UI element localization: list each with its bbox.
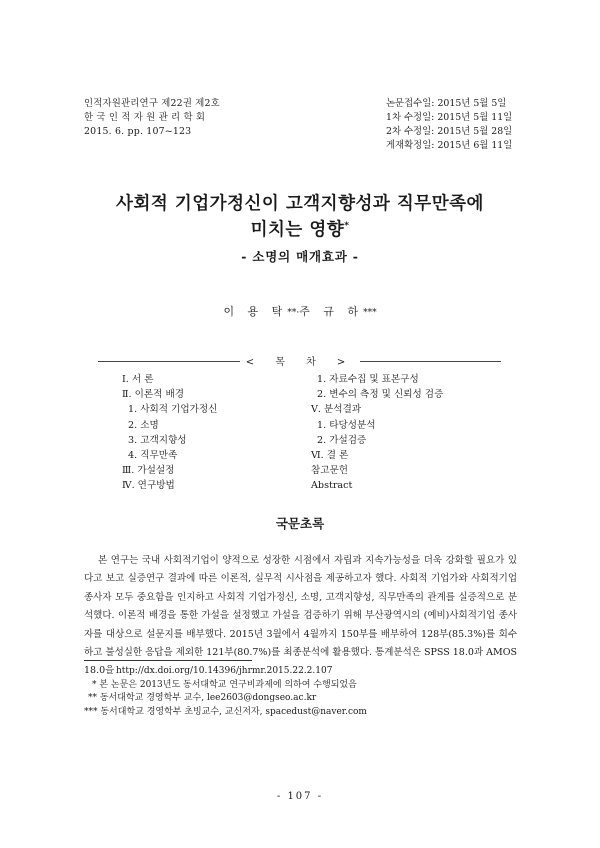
paper-subtitle: - 소명의 매개효과 - — [241, 249, 359, 264]
author-separator: · — [296, 308, 300, 318]
abstract-heading: 국문초록 — [275, 516, 325, 531]
toc-item: Ⅰ. 서 론 — [122, 374, 154, 385]
toc-item: Ⅵ. 결 론 — [311, 450, 349, 462]
date-accepted: 게재확정일: 2015년 6월 11일 — [386, 140, 513, 151]
journal-info — [84, 97, 220, 139]
toc-item: 2. 가설검증 — [317, 434, 367, 446]
paper-title-line1: 사회적 기업가정신이 고객지향성과 직무만족에 — [116, 194, 484, 214]
toc-item: 참고문헌 — [311, 465, 349, 477]
author-1: 이 용 탁 — [223, 305, 288, 318]
date-received: 논문접수일: 2015년 5월 5일 — [386, 98, 507, 109]
toc-item: 1. 사회적 기업가정신 — [128, 404, 218, 416]
toc-right-column — [311, 372, 443, 494]
toc-item: Abstract — [311, 480, 353, 492]
toc-item: 2. 소명 — [128, 419, 159, 431]
toc-item: 1. 자료수집 및 표본구성 — [317, 374, 419, 385]
date-revised-1: 1차 수정일: 2015년 5월 11일 — [386, 112, 513, 123]
issue-pages: 2015. 6. pp. 107~123 — [84, 126, 192, 137]
footnote-divider — [84, 660, 252, 661]
toc-item: Ⅴ. 분석결과 — [311, 404, 362, 416]
footnote-author-2: *** 동서대학교 경영학부 초빙교수, 교신저자, spacedust@naver.com — [84, 706, 367, 717]
footnote-funding: * 본 논문은 2013년도 동서대학교 연구비과제에 의하여 수행되었음 — [92, 679, 357, 690]
toc-item: 4. 직무만족 — [128, 450, 178, 462]
paper-title-line2: 미치는 영향* — [250, 220, 350, 240]
toc-item: Ⅲ. 가설설정 — [122, 465, 175, 477]
page-number: - 107 - — [276, 791, 324, 802]
toc-item: Ⅳ. 연구방법 — [122, 480, 175, 492]
title-footnote-mark: * — [344, 221, 350, 231]
toc-item: 3. 고객지향성 — [128, 434, 187, 446]
abstract-body — [84, 552, 517, 681]
abstract-paragraph: 본 연구는 국내 사회적기업이 양적으로 성장한 시점에서 자립과 지속가능성을 더욱 강화할 필요가 있다고 보고 실증연구 결과에 따른 이론적, 실무적 시사점을 제공하고자 했다. 사회적 기업가와 사회적기업 종사자 모두 중요함을 인지하고 사회적 기업가정신, 소명, 고객지향성, 직무만족의 관계를 실증적으로 분석했다. 이론적 배경을 통한 가설을 설정했고 가설을 검증하기 위해 부산광역시의 (예비)사회적기업 종사자를 대상으로 설문지를 배부했다. 2015년 3월에서 4월까지 150부를 배부하여 128부(85.3%)를 회수하고 불성실한 응답을 제외한 121부(80.7%)를 최종분석에 활용했다. 통계분석은 SPSS 18.0과 AMOS 18.0을 — [84, 555, 517, 677]
toc-item: 1. 타당성분석 — [317, 419, 376, 431]
toc-item: 2. 변수의 측정 및 신뢰성 검증 — [317, 389, 444, 401]
toc-heading: < 목 차 > — [0, 353, 600, 368]
footnote-author-1: ** 동서대학교 경영학부 교수, lee2603@dongseo.ac.kr — [88, 693, 317, 704]
journal-name: 인적자원관리연구 제22권 제2호 — [84, 98, 220, 109]
date-revised-2: 2차 수정일: 2015년 5월 28일 — [386, 126, 513, 137]
footnotes — [84, 665, 367, 719]
toc-item: Ⅱ. 이론적 배경 — [122, 389, 185, 401]
submission-dates — [386, 97, 512, 153]
author-2: 주 규 하 — [299, 305, 364, 318]
society-name: 한 국 인 적 자 원 관 리 학 회 — [84, 112, 206, 123]
author-line: 이 용 탁**·주 규 하*** — [223, 305, 377, 318]
doi-link[interactable]: http://dx.doi.org/10.14396/jhrmr.2015.22.2.107 — [116, 666, 333, 676]
toc-left-column — [122, 372, 217, 494]
